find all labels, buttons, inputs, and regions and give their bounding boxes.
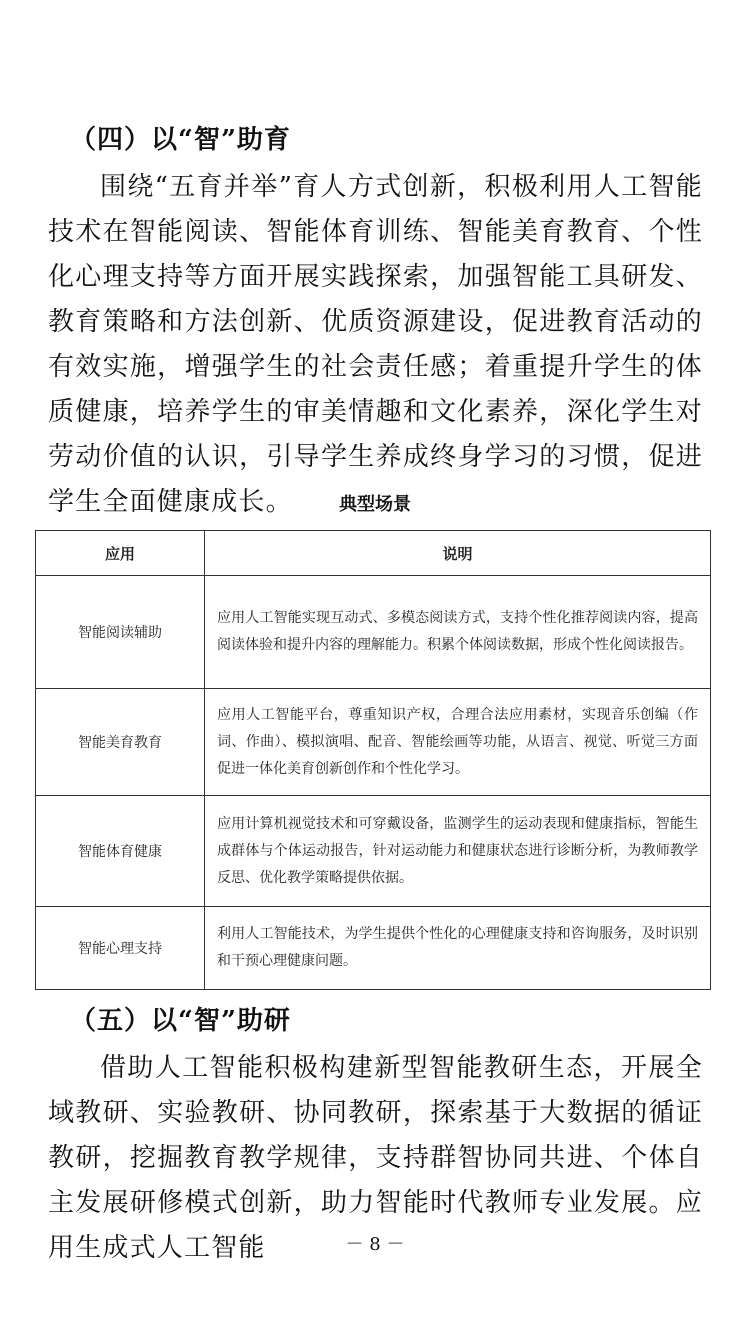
table-row [36, 576, 711, 689]
column-header-description: 说明 [205, 531, 711, 576]
description-cell: 应用人工智能实现互动式、多模态阅读方式，支持个性化推荐阅读内容，提高阅读体验和提升内容的理解能力。积累个体阅读数据，形成个性化阅读报告。 [205, 576, 711, 689]
typical-scenarios-table [35, 530, 711, 990]
table-row [36, 907, 711, 990]
description-cell: 应用人工智能平台，尊重知识产权，合理合法应用素材，实现音乐创编（作词、作曲）、模拟演唱、配音、智能绘画等功能，从语言、视觉、听觉三方面促进一体化美育创新创作和个性化学习。 [205, 689, 711, 796]
application-cell: 智能阅读辅助 [36, 576, 205, 689]
application-cell: 智能体育健康 [36, 796, 205, 907]
section-5-paragraph: 借助人工智能积极构建新型智能教研生态，开展全域教研、实验教研、协同教研，探索基于大数据的循证教研，挖掘教育教学规律，支持群智协同共进、个体自主发展研修模式创新，助力智能时代教师专业发展。应用生成式人工智能 [48, 1053, 703, 1263]
section-4-paragraph: 围绕“五育并举”育人方式创新，积极利用人工智能技术在智能阅读、智能体育训练、智能美育教育、个性化心理支持等方面开展实践探索，加强智能工具研发、教育策略和方法创新、优质资源建设，促进教育活动的有效实施，增强学生的社会责任感；着重提升学生的体质健康，培养学生的审美情趣和文化素养，深化学生对劳动价值的认识，引导学生养成终身学习的习惯，促进学生全面健康成长。 [48, 172, 703, 517]
description-cell: 应用计算机视觉技术和可穿戴设备，监测学生的运动表现和健康指标，智能生成群体与个体运动报告，针对运动能力和健康状态进行诊断分析，为教师教学反思、优化教学策略提供依据。 [205, 796, 711, 907]
description-cell: 利用人工智能技术，为学生提供个性化的心理健康支持和咨询服务，及时识别和干预心理健康问题。 [205, 907, 711, 990]
table-row [36, 689, 711, 796]
column-header-application: 应用 [36, 531, 205, 576]
section-5-heading: （五）以“智”助研 [70, 1006, 291, 1036]
section-4-heading: （四）以“智”助育 [70, 125, 291, 155]
application-cell: 智能美育教育 [36, 689, 205, 796]
application-cell: 智能心理支持 [36, 907, 205, 990]
table-title: 典型场景 [339, 494, 411, 515]
page-number: － 8 － [345, 1234, 405, 1255]
table-header-row [36, 531, 711, 576]
table-row [36, 796, 711, 907]
